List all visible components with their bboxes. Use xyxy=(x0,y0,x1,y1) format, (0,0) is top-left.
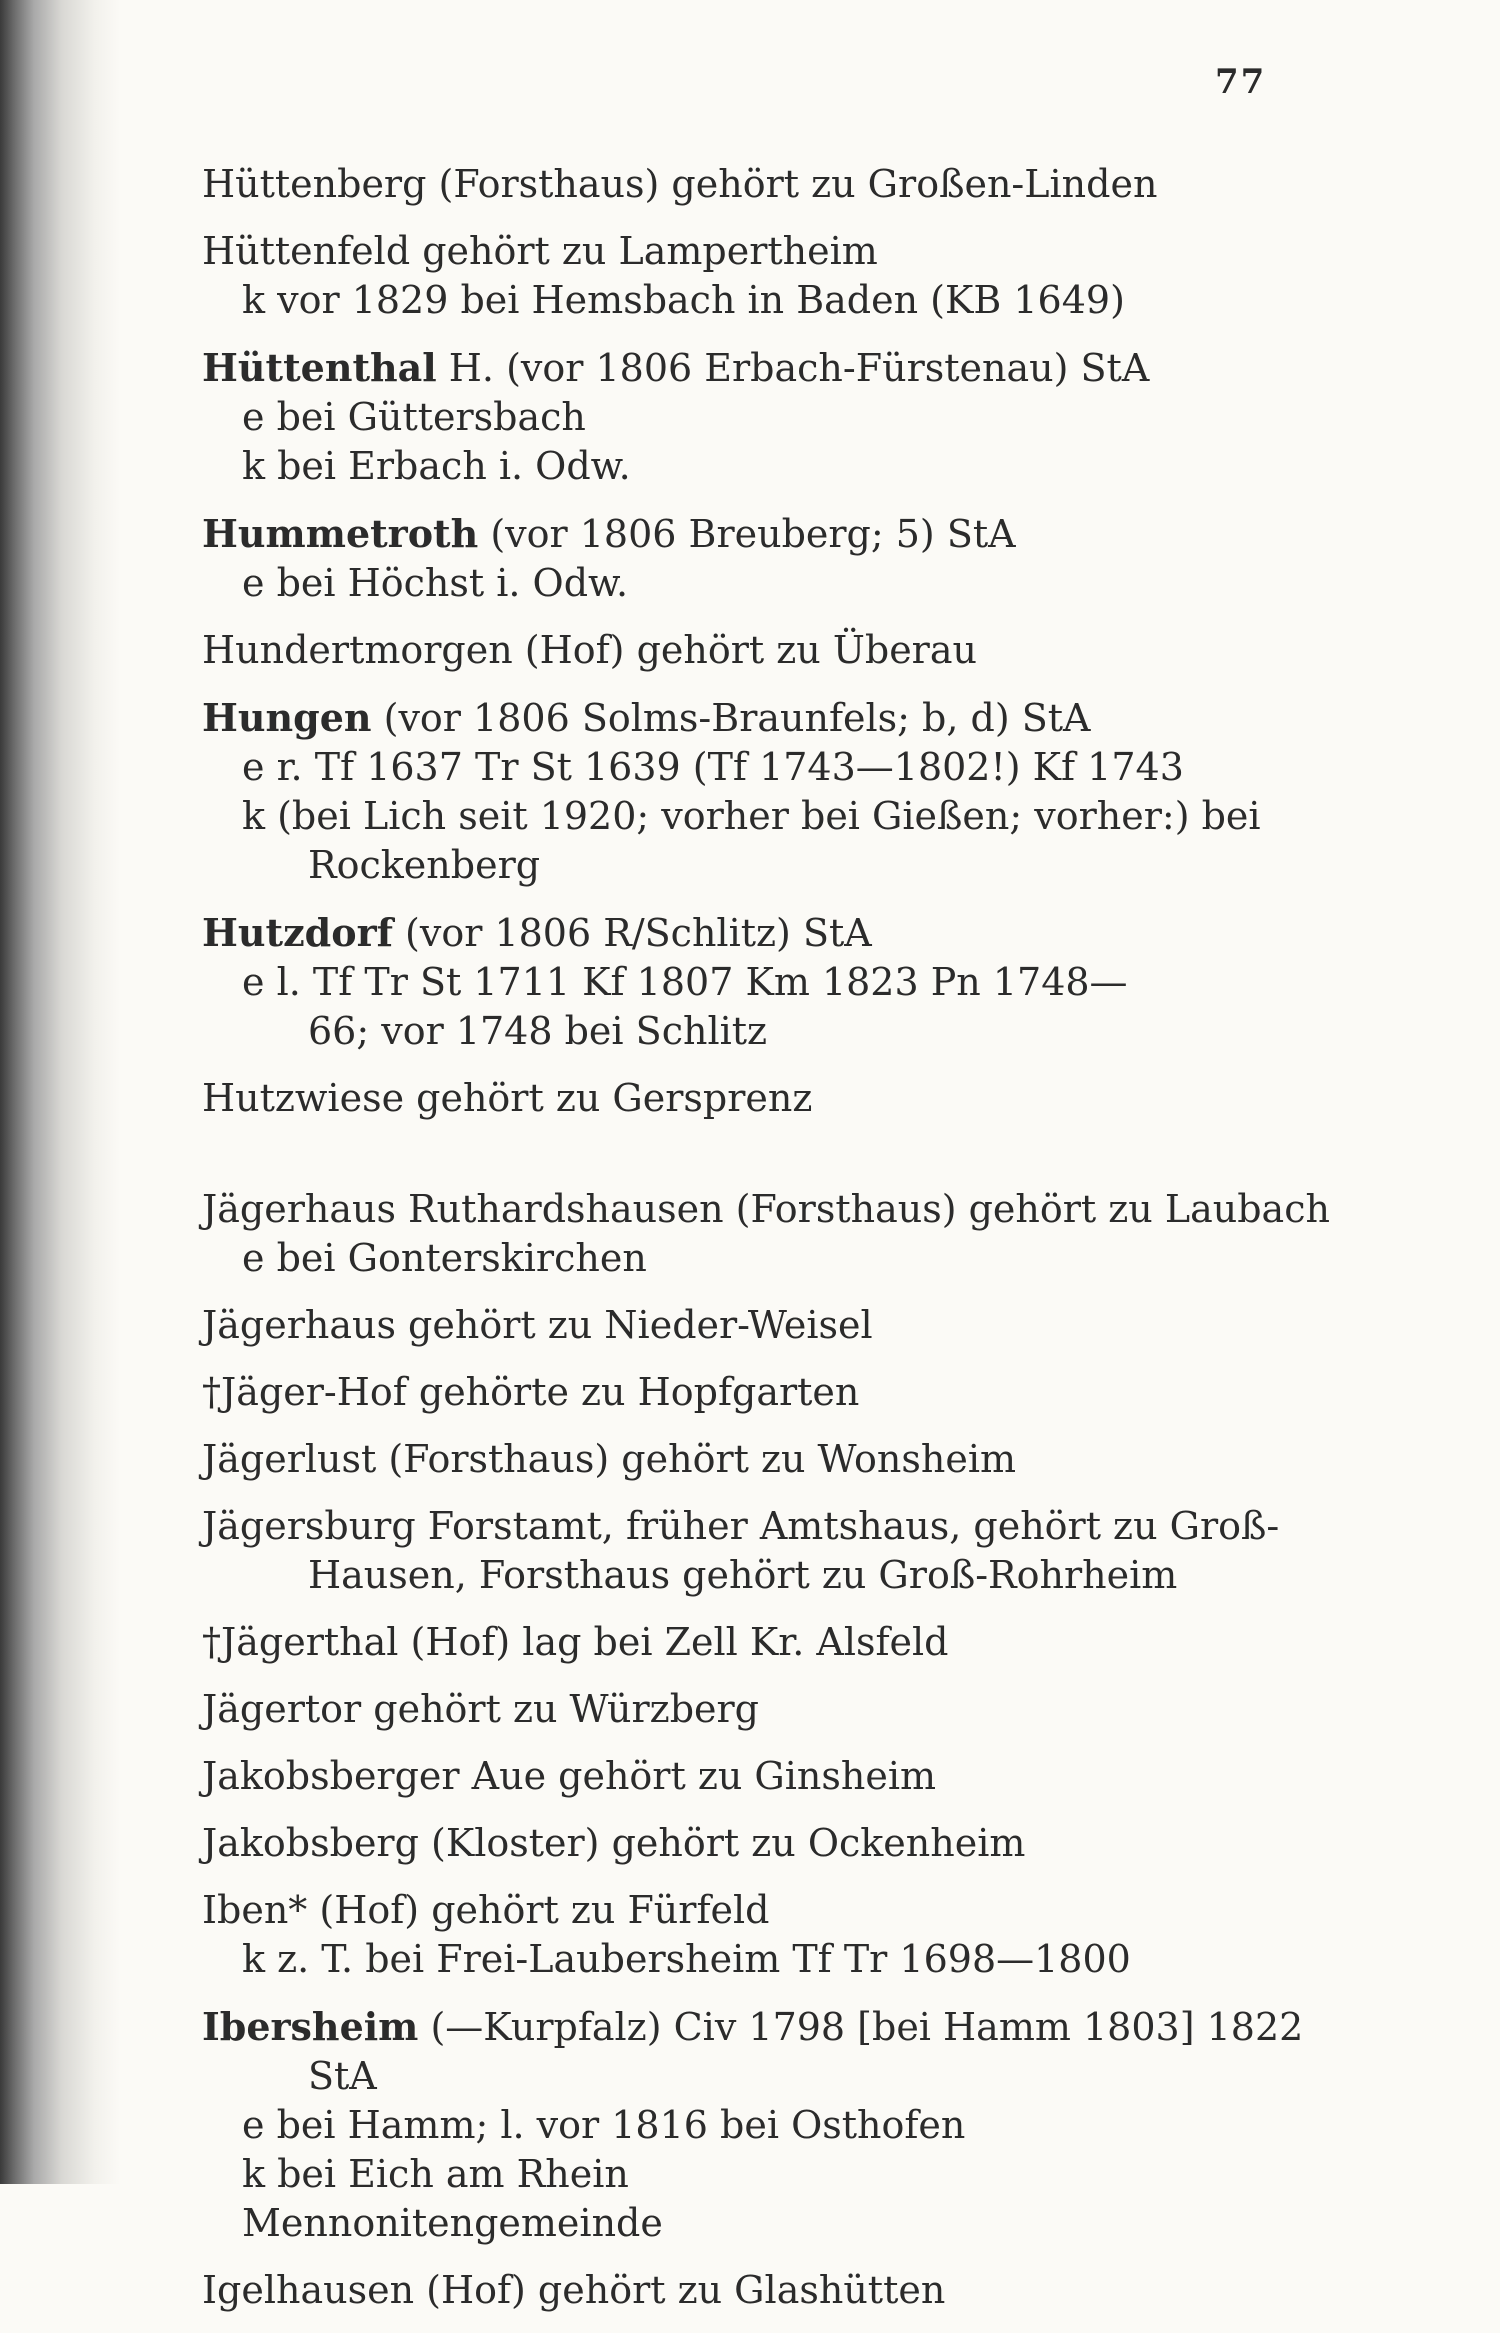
entry xyxy=(202,1618,1302,1667)
entry-detail-line xyxy=(202,2150,1302,2199)
entry-line xyxy=(202,693,1302,743)
entry-text: Jägertor gehört zu Würzberg xyxy=(202,1687,759,1731)
entry xyxy=(202,626,1302,675)
page-number: 77 xyxy=(1215,62,1267,102)
entry-detail-line xyxy=(202,743,1302,792)
entry-line xyxy=(202,2002,1302,2052)
entry-text: Jägerhaus gehört zu Nieder-Weisel xyxy=(202,1303,873,1347)
entry-text: e l. Tf Tr St 1711 Kf 1807 Km 1823 Pn 1748— xyxy=(242,960,1128,1004)
entry-line xyxy=(202,1435,1302,1484)
entry-headword: Hummetroth xyxy=(202,511,479,556)
entry-detail-line xyxy=(202,2199,1302,2248)
entry-line xyxy=(202,509,1302,559)
entry-text: StA xyxy=(308,2054,377,2098)
entry xyxy=(202,2002,1302,2248)
entry xyxy=(202,509,1302,608)
book-spine-shadow xyxy=(0,0,120,2184)
entry-text: Iben* (Hof) gehört zu Fürfeld xyxy=(202,1888,770,1932)
entry-text: †Jägerthal (Hof) lag bei Zell Kr. Alsfeld xyxy=(202,1620,949,1664)
entry-line xyxy=(202,1886,1302,1935)
entry-text: k vor 1829 bei Hemsbach in Baden (KB 1649) xyxy=(242,278,1125,322)
entry-text: (—Kurpfalz) Civ 1798 [bei Hamm 1803] 1822 xyxy=(418,2005,1304,2049)
entry-detail-line xyxy=(202,792,1302,841)
entry xyxy=(202,1185,1330,1283)
entry-line xyxy=(202,626,1302,675)
entry-text: Hutzwiese gehört zu Gersprenz xyxy=(202,1076,813,1120)
entry-headword: Hutzdorf xyxy=(202,910,393,955)
entry-line xyxy=(202,1502,1302,1551)
entry-detail-line xyxy=(202,1935,1302,1984)
entry xyxy=(202,160,1302,209)
entry-text: †Jäger-Hof gehörte zu Hopfgarten xyxy=(202,1370,860,1414)
entry xyxy=(202,1074,1302,1123)
entry-line xyxy=(202,908,1302,958)
entry-detail-line xyxy=(202,2101,1302,2150)
entry xyxy=(202,908,1302,1056)
entry xyxy=(202,2266,1302,2315)
entry-continuation-line xyxy=(202,841,1302,890)
entry-text: Jakobsberg (Kloster) gehört zu Ockenheim xyxy=(202,1821,1026,1865)
entry xyxy=(202,1685,1302,1734)
entry xyxy=(202,343,1302,491)
entry xyxy=(202,1502,1302,1600)
entry-detail-line xyxy=(202,958,1302,1007)
entry-text: k (bei Lich seit 1920; vorher bei Gießen; vorher:) bei xyxy=(242,794,1261,838)
entry-line xyxy=(202,2266,1302,2315)
entry-text: k z. T. bei Frei-Laubersheim Tf Tr 1698—1800 xyxy=(242,1937,1131,1981)
entry-text: 66; vor 1748 bei Schlitz xyxy=(308,1009,768,1053)
entry-headword: Hüttenthal xyxy=(202,345,437,390)
entry-text: Hausen, Forsthaus gehört zu Groß-Rohrheim xyxy=(308,1553,1178,1597)
entry-line xyxy=(202,227,1302,276)
entry-headword: Ibersheim xyxy=(202,2004,419,2049)
entry xyxy=(202,227,1302,325)
entry-detail-line xyxy=(202,276,1302,325)
entry-line xyxy=(202,343,1302,393)
entry-line xyxy=(202,1074,1302,1123)
entry-text: Hüttenfeld gehört zu Lampertheim xyxy=(202,229,878,273)
entry-text: Mennonitengemeinde xyxy=(242,2201,663,2245)
entry-text: Jakobsberger Aue gehört zu Ginsheim xyxy=(202,1754,937,1798)
entry-text: Hundertmorgen (Hof) gehört zu Überau xyxy=(202,628,977,672)
entry-detail-line xyxy=(202,1234,1302,1283)
entry-text: e bei Höchst i. Odw. xyxy=(242,561,629,605)
entry-line xyxy=(202,1819,1302,1868)
entries-section-i-j xyxy=(202,1185,1330,2315)
entry-text: Rockenberg xyxy=(308,843,541,887)
entry xyxy=(202,1752,1302,1801)
entry-text: Jägerlust (Forsthaus) gehört zu Wonsheim xyxy=(202,1437,1017,1481)
entry-text: (vor 1806 R/Schlitz) StA xyxy=(392,911,872,955)
entry-line xyxy=(202,1618,1302,1667)
entry-line xyxy=(202,1301,1302,1350)
entry-text: Jägersburg Forstamt, früher Amtshaus, gehört zu Groß- xyxy=(202,1504,1280,1548)
entry-text: (vor 1806 Breuberg; 5) StA xyxy=(478,512,1016,556)
entry-text: H. (vor 1806 Erbach-Fürstenau) StA xyxy=(436,346,1150,390)
entry-text: e bei Hamm; l. vor 1816 bei Osthofen xyxy=(242,2103,966,2147)
entry-text: e r. Tf 1637 Tr St 1639 (Tf 1743—1802!) Kf 1743 xyxy=(242,745,1184,789)
entry-detail-line xyxy=(202,393,1302,442)
gazetteer-entries xyxy=(202,160,1330,2333)
entry-line xyxy=(202,1685,1302,1734)
section-gap xyxy=(202,1141,1302,1185)
entry xyxy=(202,1819,1302,1868)
entry-text: e bei Gonterskirchen xyxy=(242,1236,647,1280)
entry-headword: Hungen xyxy=(202,695,372,740)
entry-line xyxy=(202,160,1302,209)
entry xyxy=(202,1435,1302,1484)
entry-detail-line xyxy=(202,442,1302,491)
entry xyxy=(202,693,1302,890)
entry-line xyxy=(202,1185,1330,1234)
entry-continuation-line xyxy=(202,1551,1302,1600)
entry-text: Igelhausen (Hof) gehört zu Glashütten xyxy=(202,2268,946,2312)
entry xyxy=(202,1301,1302,1350)
entry-text: e bei Güttersbach xyxy=(242,395,586,439)
entry-text: k bei Eich am Rhein xyxy=(242,2152,629,2196)
entry xyxy=(202,1886,1302,1984)
entry-text: (vor 1806 Solms-Braunfels; b, d) StA xyxy=(371,696,1091,740)
entry-continuation-line xyxy=(202,1007,1302,1056)
entry-text: Hüttenberg (Forsthaus) gehört zu Großen-Linden xyxy=(202,162,1158,206)
entry-detail-line xyxy=(202,559,1302,608)
entry xyxy=(202,1368,1302,1417)
entry-text: Jägerhaus Ruthardshausen (Forsthaus) gehört zu Laubach xyxy=(202,1187,1330,1231)
entry-line xyxy=(202,1368,1302,1417)
entry-continuation-line xyxy=(202,2052,1302,2101)
entry-line xyxy=(202,1752,1302,1801)
entry-text: k bei Erbach i. Odw. xyxy=(242,444,631,488)
entries-section-h xyxy=(202,160,1302,1123)
